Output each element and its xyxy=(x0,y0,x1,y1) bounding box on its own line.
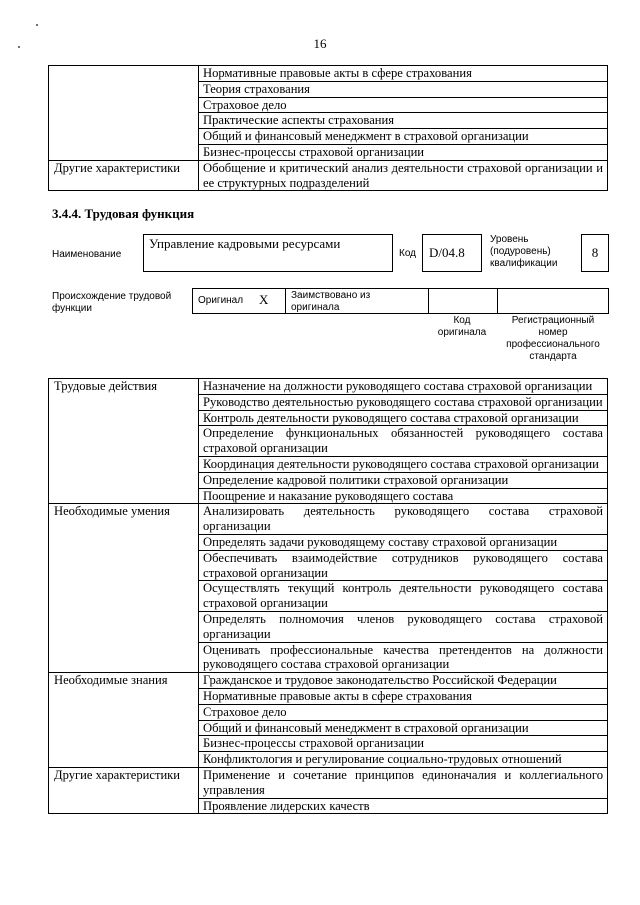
table-row xyxy=(49,410,608,426)
table-row xyxy=(49,534,608,550)
row-value: Поощрение и наказание руководящего состава xyxy=(199,488,608,504)
borrowed-box xyxy=(285,288,429,314)
row-value: Определение функциональных обязанностей руководящего состава страховой организации xyxy=(199,426,608,457)
row-value: Обеспечивать взаимодействие сотрудников руководящего состава страховой организации xyxy=(199,550,608,581)
row-label xyxy=(49,550,199,581)
row-label: Необходимые знания xyxy=(49,673,199,689)
row-value: Определять полномочия членов руководящего состава страховой организации xyxy=(199,611,608,642)
table-row xyxy=(49,767,608,798)
row-label xyxy=(49,534,199,550)
borrowed-label: Заимствовано из оригинала xyxy=(291,290,371,313)
row-value: Контроль деятельности руководящего состава страховой организации xyxy=(199,410,608,426)
row-label xyxy=(49,704,199,720)
level-box xyxy=(581,234,609,272)
row-value: Назначение на должности руководящего состава страховой организации xyxy=(199,379,608,395)
row-value: Обобщение и критический анализ деятельности страховой организации и ее структурных подразделений xyxy=(199,160,608,191)
row-label xyxy=(49,488,199,504)
row-value: Анализировать деятельность руководящего состава страховой организации xyxy=(199,504,608,535)
reg-number-caption: Регистрационный номер профессионального стандарта xyxy=(506,315,600,362)
row-value: Координация деятельности руководящего состава страховой организации xyxy=(199,456,608,472)
table-row xyxy=(49,688,608,704)
row-label xyxy=(49,81,199,97)
section-heading: 3.4.4. Трудовая функция xyxy=(52,206,195,221)
row-label xyxy=(49,736,199,752)
table-row xyxy=(49,504,608,535)
row-value: Руководство деятельностью руководящего состава страховой организации xyxy=(199,394,608,410)
table-row xyxy=(49,66,608,82)
table-row xyxy=(49,673,608,689)
original-mark: X xyxy=(259,292,269,307)
row-label xyxy=(49,456,199,472)
row-value: Определять задачи руководящему составу страховой организации xyxy=(199,534,608,550)
row-label xyxy=(49,66,199,82)
code-label: Код xyxy=(399,248,417,259)
table-row xyxy=(49,720,608,736)
row-label xyxy=(49,113,199,129)
table-row xyxy=(49,81,608,97)
table-row xyxy=(49,129,608,145)
table-row xyxy=(49,160,608,191)
table-row xyxy=(49,144,608,160)
reg-number-box xyxy=(497,288,609,314)
original-box xyxy=(192,288,286,314)
origin-label: Происхождение трудовой функции xyxy=(52,291,172,314)
code-box xyxy=(422,234,482,272)
row-label xyxy=(49,798,199,814)
row-label: Другие характеристики xyxy=(49,767,199,798)
row-label xyxy=(49,752,199,768)
name-label: Наименование xyxy=(52,249,122,260)
row-label xyxy=(49,720,199,736)
table-row xyxy=(49,426,608,457)
code-value: D/04.8 xyxy=(429,245,465,260)
top-table xyxy=(48,65,608,191)
row-value: Теория страхования xyxy=(199,81,608,97)
row-label xyxy=(49,144,199,160)
row-label xyxy=(49,410,199,426)
table-row xyxy=(49,472,608,488)
row-value: Применение и сочетание принципов единоначалия и коллегиального управления xyxy=(199,767,608,798)
row-label xyxy=(49,129,199,145)
table-row xyxy=(49,379,608,395)
row-value: Оценивать профессиональные качества претендентов на должности руководящего состава страховой организации xyxy=(199,642,608,673)
row-value: Бизнес-процессы страховой организации xyxy=(199,144,608,160)
table-row xyxy=(49,97,608,113)
table-row xyxy=(49,113,608,129)
row-value: Проявление лидерских качеств xyxy=(199,798,608,814)
row-value: Страховое дело xyxy=(199,97,608,113)
table-row xyxy=(49,488,608,504)
row-value: Страховое дело xyxy=(199,704,608,720)
row-value: Определение кадровой политики страховой организации xyxy=(199,472,608,488)
name-box xyxy=(143,234,393,272)
page-number: 16 xyxy=(313,36,327,51)
table-row xyxy=(49,752,608,768)
row-value: Бизнес-процессы страховой организации xyxy=(199,736,608,752)
level-value: 8 xyxy=(591,245,599,260)
table-row xyxy=(49,798,608,814)
code-original-caption: Код оригинала xyxy=(437,315,487,338)
row-value: Общий и финансовый менеджмент в страховой организации xyxy=(199,720,608,736)
row-value: Нормативные правовые акты в сфере страхования xyxy=(199,688,608,704)
row-value: Конфликтология и регулирование социально-трудовых отношений xyxy=(199,752,608,768)
main-table xyxy=(48,378,608,814)
row-label xyxy=(49,426,199,457)
row-label xyxy=(49,581,199,612)
row-value: Осуществлять текущий контроль деятельности руководящего состава страховой организации xyxy=(199,581,608,612)
level-label: Уровень (подуровень) квалификации xyxy=(490,234,558,269)
row-label: Другие характеристики xyxy=(49,160,199,191)
row-value: Гражданское и трудовое законодательство Российской Федерации xyxy=(199,673,608,689)
row-label xyxy=(49,472,199,488)
row-label: Трудовые действия xyxy=(49,379,199,395)
row-label xyxy=(49,97,199,113)
original-label: Оригинал xyxy=(198,295,244,306)
table-row xyxy=(49,611,608,642)
table-row xyxy=(49,736,608,752)
table-row xyxy=(49,581,608,612)
row-value: Практические аспекты страхования xyxy=(199,113,608,129)
row-label xyxy=(49,688,199,704)
row-label xyxy=(49,394,199,410)
name-value: Управление кадровыми ресурсами xyxy=(149,236,341,251)
table-row xyxy=(49,456,608,472)
code-original-box xyxy=(428,288,498,314)
row-label xyxy=(49,642,199,673)
row-label xyxy=(49,611,199,642)
table-row xyxy=(49,394,608,410)
row-value: Нормативные правовые акты в сфере страхования xyxy=(199,66,608,82)
scan-speck xyxy=(36,24,38,26)
table-row xyxy=(49,704,608,720)
row-value: Общий и финансовый менеджмент в страховой организации xyxy=(199,129,608,145)
row-label: Необходимые умения xyxy=(49,504,199,535)
table-row xyxy=(49,550,608,581)
table-row xyxy=(49,642,608,673)
